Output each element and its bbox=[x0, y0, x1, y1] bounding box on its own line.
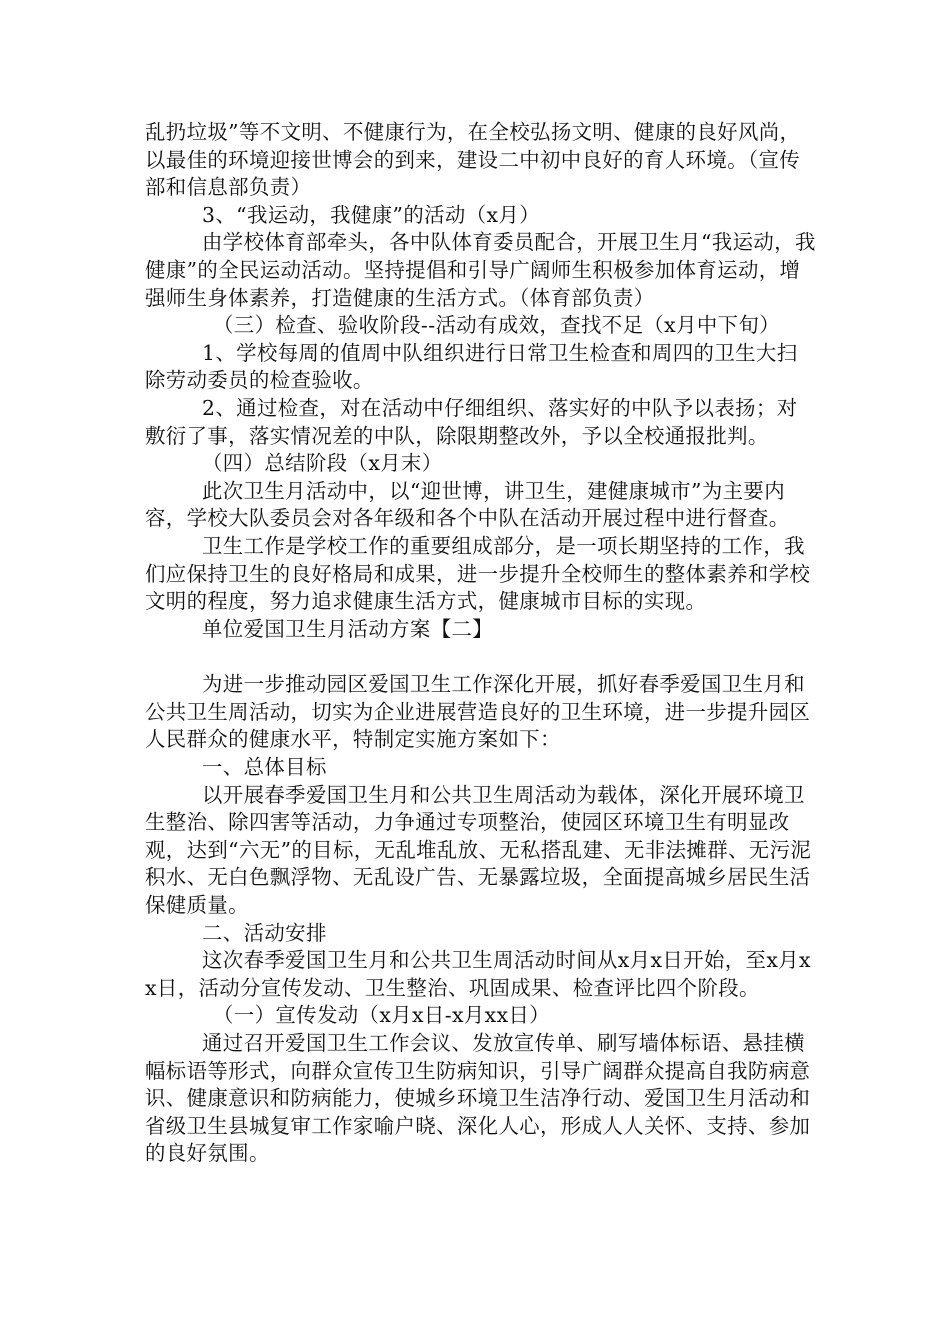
blank-line bbox=[145, 643, 817, 671]
list-item: 2、通过检查，对在活动中仔细组织、落实好的中队予以表扬；对敷衍了事，落实情况差的中队，除限期整改外，予以全校通报批判。 bbox=[145, 395, 798, 448]
paragraph-continuation: 乱扔垃圾”等不文明、不健康行为，在全校弘扬文明、健康的良好风尚，以最佳的环境迎接世博会的到来，建设二中初中良好的育人环境。（宣传部和信息部负责） bbox=[145, 120, 801, 200]
heading-arrangement: 二、活动安排 bbox=[202, 920, 327, 945]
paragraph: 通过召开爱国卫生工作会议、发放宣传单、刷写墙体标语、悬挂横幅标语等形式，向群众宣传卫生防病知识，引导广阔群众提高自我防病意识、健康意识和防病能力，使城乡环境卫生洁净行动、爱国卫生月活动和省级卫生县城复审工作家喻户晓、深化人心，形成人人关怀、支持、参加的良好氛围。 bbox=[145, 1031, 811, 1166]
subheading-publicity: （一）宣传发动（x月x日-x月xx日） bbox=[213, 1003, 551, 1028]
paragraph: 为进一步推动园区爱国卫生工作深化开展，抓好春季爱国卫生月和公共卫生周活动，切实为企业进展营造良好的卫生环境，进一步提升园区人民群众的健康水平，特制定实施方案如下： bbox=[145, 672, 811, 752]
item-heading-3: 3、“我运动，我健康”的活动（x月） bbox=[202, 202, 540, 227]
paragraph: 卫生工作是学校工作的重要组成部分，是一项长期坚持的工作，我们应保持卫生的良好格局和成果，进一步提升全校师生的整体素养和学校文明的程度，努力追求健康生活方式，健康城市目标的实现。 bbox=[145, 533, 811, 614]
section-heading-4: （四）总结阶段（x月末） bbox=[202, 451, 443, 476]
section-heading-3: （三）检查、验收阶段--活动有成效，查找不足（x月中下旬） bbox=[213, 313, 781, 338]
paragraph: 以开展春季爱国卫生月和公共卫生周活动为载体，深化开展环境卫生整治、除四害等活动，力争通过专项整治，使园区环境卫生有明显改观，达到“六无”的目标，无乱堆乱放、无私搭乱建、无非法摊群、无污泥积水、无白色飘浮物、无乱设广告、无暴露垃圾，全面提高城乡居民生活保健质量。 bbox=[145, 782, 812, 918]
list-item: 1、学校每周的值周中队组织进行日常卫生检查和周四的卫生大扫除劳动委员的检查验收。 bbox=[145, 340, 798, 393]
heading-goals: 一、总体目标 bbox=[202, 755, 327, 780]
document-body bbox=[145, 119, 817, 1168]
paragraph: 这次春季爱国卫生月和公共卫生周活动时间从x月x日开始，至x月xx日，活动分宣传发动、卫生整治、巩固成果、检查评比四个阶段。 bbox=[145, 948, 811, 1000]
document-title-2: 单位爱国卫生月活动方案【二】 bbox=[202, 616, 494, 641]
paragraph: 由学校体育部牵头，各中队体育委员配合，开展卫生月“我运动，我健康”的全民运动活动。坚持提倡和引导广阔师生积极参加体育运动，增强师生身体素养，打造健康的生活方式。（体育部负责） bbox=[145, 230, 816, 310]
paragraph: 此次卫生月活动中，以“迎世博，讲卫生，建健康城市”为主要内容，学校大队委员会对各年级和各个中队在活动开展过程中进行督查。 bbox=[145, 478, 790, 531]
